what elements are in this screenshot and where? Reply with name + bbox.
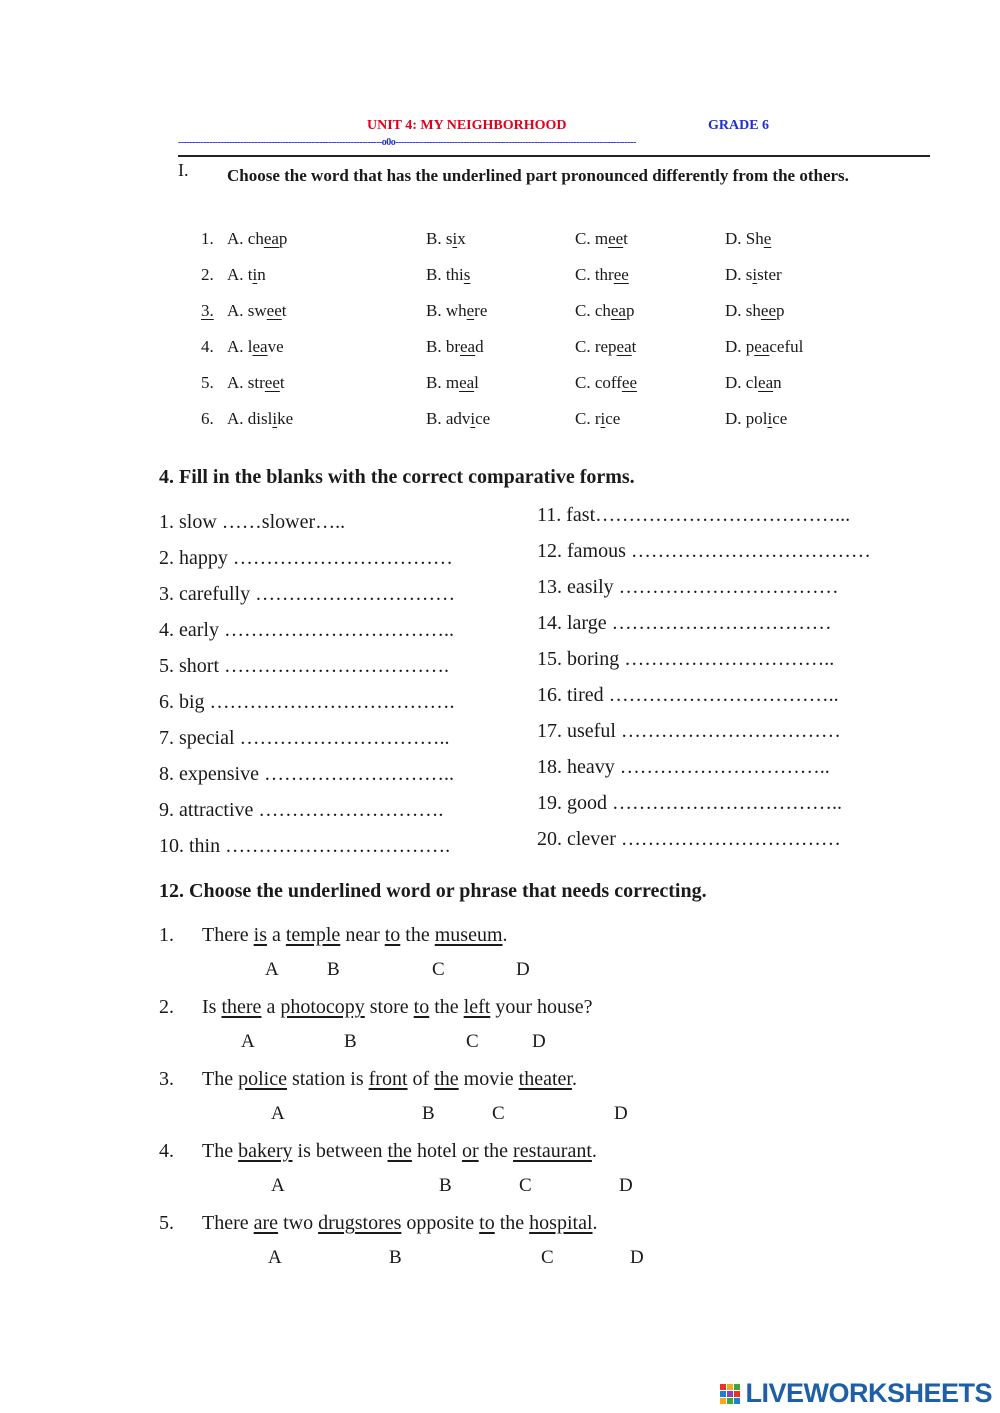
underlined-sound: ee [621, 373, 637, 392]
sentence-text: There [202, 1212, 254, 1234]
underlined-phrase: there [221, 996, 262, 1018]
answer-letter: A [271, 1175, 285, 1196]
underlined-sound: i [752, 265, 758, 284]
option-text: t [281, 301, 287, 320]
option-text: t [279, 373, 285, 392]
underlined-sound: ee [608, 229, 624, 248]
option-text: ce [772, 409, 788, 428]
option-text: ce [605, 409, 621, 428]
logo-square [734, 1391, 740, 1397]
logo-mark-icon [720, 1384, 740, 1404]
answer-letter: D [516, 959, 530, 980]
liveworksheets-logo [720, 1378, 992, 1409]
underlined-phrase: drugstores [318, 1212, 402, 1234]
answer-option [227, 265, 266, 285]
underlined-sound: ea [610, 301, 626, 320]
answer-letter: C [519, 1175, 532, 1196]
option-text: n [257, 265, 266, 284]
grade-label: GRADE 6 [708, 118, 770, 133]
underlined-sound: ee [264, 373, 280, 392]
question-number: 5. [201, 373, 214, 392]
answer-letter: C [466, 1031, 479, 1052]
sentence-text: The [202, 1068, 239, 1090]
header-divider: ------------------------------------------------------------------------o0o------------------------------------------------------------------------------------- [178, 137, 636, 148]
fill-item: 16. tired …………………………….. [537, 684, 839, 706]
answer-option [575, 373, 637, 393]
answer-option [227, 301, 287, 321]
answer-letter: A [265, 959, 279, 980]
logo-square [734, 1384, 740, 1390]
answer-letter: D [630, 1247, 644, 1268]
question-number: 3. [159, 1068, 174, 1090]
option-text: D. p [725, 337, 755, 356]
underlined-sound: s [463, 265, 471, 284]
answer-option [426, 301, 487, 321]
answer-option [725, 373, 782, 393]
underlined-sound: ea [252, 337, 268, 356]
fill-item: 11. fast………………………………... [537, 504, 851, 526]
underlined-sound: ee [266, 301, 282, 320]
answer-option [227, 337, 284, 357]
question-number: 5. [159, 1212, 174, 1234]
section1-instruction: Choose the word that has the underlined part pronounced differently from the others. [227, 166, 849, 185]
underlined-phrase: museum [434, 924, 503, 946]
option-text: A. ch [227, 229, 264, 248]
answer-option [725, 229, 771, 249]
underlined-sound: ee [613, 265, 629, 284]
question-number: 2. [159, 996, 174, 1018]
underlined-phrase: to [413, 996, 430, 1018]
underlined-phrase: left [463, 996, 491, 1018]
answer-letter: D [532, 1031, 546, 1052]
underlined-sound: ea [460, 337, 476, 356]
answer-letter: A [271, 1103, 285, 1124]
unit-title: UNIT 4: MY NEIGHBORHOOD [367, 118, 567, 133]
option-text: B. adv [426, 409, 471, 428]
option-text: p [278, 229, 288, 248]
underlined-sound: ea [459, 373, 475, 392]
answer-option [725, 337, 803, 357]
sentence-text: . [591, 1140, 597, 1162]
logo-square [727, 1384, 733, 1390]
header-rule [178, 155, 930, 157]
fill-item: 2. happy …………………………… [159, 547, 453, 569]
option-text: B. thi [426, 265, 464, 284]
question-sentence [202, 996, 593, 1019]
underlined-sound: i [452, 229, 458, 248]
underlined-phrase: bakery [238, 1140, 293, 1162]
answer-letter: B [327, 959, 340, 980]
answer-option [227, 229, 287, 249]
fill-item: 15. boring ………………………….. [537, 648, 835, 670]
underlined-sound: e [466, 301, 475, 320]
underlined-phrase: to [479, 1212, 495, 1234]
underlined-sound: i [252, 265, 258, 284]
question-number: 2. [201, 265, 214, 284]
answer-letter: B [422, 1103, 435, 1124]
question-number: 1. [201, 229, 214, 248]
option-text: D. s [725, 265, 753, 284]
question-sentence [202, 1212, 598, 1235]
logo-square [727, 1398, 733, 1404]
sentence-text: . [571, 1068, 577, 1090]
option-text: C. m [575, 229, 609, 248]
answer-letter: B [344, 1031, 357, 1052]
answer-letter: A [268, 1247, 282, 1268]
option-text: l [474, 373, 479, 392]
underlined-sound: e [763, 229, 772, 248]
answer-letter: A [241, 1031, 255, 1052]
sentence-text: near [340, 924, 385, 946]
answer-option [575, 337, 636, 357]
option-text: B. wh [426, 301, 467, 320]
sentence-text: station is [286, 1068, 369, 1090]
sentence-text: opposite [401, 1212, 480, 1234]
answer-letter: B [439, 1175, 452, 1196]
answer-option [227, 409, 293, 429]
sentence-text: . [502, 924, 508, 946]
underlined-phrase: the [434, 1068, 459, 1090]
question-number: 4. [201, 337, 214, 356]
underlined-phrase: temple [285, 924, 341, 946]
answer-option [575, 409, 620, 429]
option-text: C. coff [575, 373, 622, 392]
option-text: D. sh [725, 301, 761, 320]
option-text: ster [757, 265, 782, 284]
sentence-text: a [266, 924, 286, 946]
question-sentence [202, 924, 508, 947]
option-text: D. pol [725, 409, 768, 428]
logo-square [720, 1398, 726, 1404]
fill-item: 9. attractive ………………………. [159, 799, 444, 821]
logo-square [720, 1384, 726, 1390]
answer-option [725, 409, 787, 429]
option-text: t [631, 337, 637, 356]
logo-square [727, 1391, 733, 1397]
fill-item: 13. easily …………………………… [537, 576, 839, 598]
option-text: ceful [769, 337, 804, 356]
fill-item: 5. short ……………………………. [159, 655, 449, 677]
sentence-text: of [407, 1068, 435, 1090]
answer-option [575, 229, 628, 249]
option-text: A. sw [227, 301, 267, 320]
underlined-phrase: theater [518, 1068, 572, 1090]
sentence-text: There [202, 924, 254, 946]
sentence-text: your house? [490, 996, 593, 1018]
sentence-text: store [364, 996, 414, 1018]
answer-letter: B [389, 1247, 402, 1268]
sentence-text: hotel [411, 1140, 462, 1162]
question-sentence [202, 1068, 577, 1091]
option-text: C. rep [575, 337, 617, 356]
underlined-sound: i [272, 409, 278, 428]
sentence-text: Is [202, 996, 222, 1018]
option-text: A. disl [227, 409, 273, 428]
logo-text: LIVEWORKSHEETS [745, 1378, 992, 1408]
option-text: p [776, 301, 785, 320]
underlined-phrase: or [461, 1140, 479, 1162]
fill-item: 1. slow ……slower….. [159, 511, 346, 533]
underlined-phrase: is [253, 924, 267, 946]
fill-item: 18. heavy ………………………….. [537, 756, 830, 778]
option-text: D. cl [725, 373, 759, 392]
answer-option [725, 301, 785, 321]
fill-item: 19. good …………………………….. [537, 792, 842, 814]
option-text: B. br [426, 337, 460, 356]
option-text: B. s [426, 229, 453, 248]
answer-option [426, 409, 490, 429]
question-number: 3. [201, 301, 214, 320]
underlined-phrase: police [238, 1068, 287, 1090]
section1-number: I. [178, 160, 189, 180]
option-text: d [475, 337, 484, 356]
sentence-text: the [494, 1212, 530, 1234]
underlined-sound: ea [758, 373, 774, 392]
sentence-text: the [400, 924, 435, 946]
answer-letter: C [432, 959, 445, 980]
section2-title: 4. Fill in the blanks with the correct comparative forms. [159, 466, 635, 488]
fill-item: 3. carefully ………………………… [159, 583, 456, 605]
underlined-phrase: are [253, 1212, 279, 1234]
option-text: x [457, 229, 466, 248]
logo-square [734, 1398, 740, 1404]
underlined-sound: i [600, 409, 606, 428]
option-text: p [625, 301, 635, 320]
option-text: A. l [227, 337, 253, 356]
sentence-text: . [592, 1212, 598, 1234]
fill-item: 7. special ………………………….. [159, 727, 450, 749]
answer-letter: C [541, 1247, 554, 1268]
fill-item: 12. famous ……………………………… [537, 540, 871, 562]
question-number: 4. [159, 1140, 174, 1162]
answer-option [426, 265, 470, 285]
answer-letter: D [614, 1103, 628, 1124]
underlined-phrase: the [387, 1140, 412, 1162]
underlined-phrase: hospital [529, 1212, 593, 1234]
option-text: C. ch [575, 301, 611, 320]
question-number: 1. [159, 924, 174, 946]
sentence-text: The [202, 1140, 239, 1162]
sentence-text: the [478, 1140, 514, 1162]
section3-title: 12. Choose the underlined word or phrase that needs correcting. [159, 880, 707, 902]
underlined-sound: ea [616, 337, 632, 356]
option-text: ve [267, 337, 284, 356]
option-text: C. r [575, 409, 601, 428]
fill-item: 17. useful …………………………… [537, 720, 841, 742]
question-sentence [202, 1140, 597, 1163]
answer-letter: D [619, 1175, 633, 1196]
question-number: 6. [201, 409, 214, 428]
answer-option [227, 373, 285, 393]
option-text: A. str [227, 373, 265, 392]
option-text: B. m [426, 373, 460, 392]
sentence-text: movie [458, 1068, 519, 1090]
option-text: ke [277, 409, 294, 428]
underlined-sound: ee [760, 301, 776, 320]
answer-option [426, 337, 484, 357]
option-text: ce [475, 409, 491, 428]
option-text: A. t [227, 265, 253, 284]
option-text: C. thr [575, 265, 614, 284]
underlined-phrase: to [384, 924, 401, 946]
underlined-phrase: front [368, 1068, 408, 1090]
sentence-text: the [429, 996, 464, 1018]
answer-option [575, 265, 629, 285]
fill-item: 8. expensive ……………………….. [159, 763, 454, 785]
underlined-phrase: restaurant [513, 1140, 592, 1162]
option-text: re [474, 301, 488, 320]
underlined-sound: i [470, 409, 476, 428]
fill-item: 6. big ………………………………. [159, 691, 455, 713]
option-text: t [623, 229, 628, 248]
fill-item: 4. early …………………………….. [159, 619, 454, 641]
sentence-text: is between [292, 1140, 388, 1162]
answer-option [575, 301, 634, 321]
option-text: n [773, 373, 782, 392]
option-text: D. Sh [725, 229, 764, 248]
fill-item: 14. large …………………………… [537, 612, 832, 634]
fill-item: 20. clever …………………………… [537, 828, 841, 850]
underlined-phrase: photocopy [280, 996, 365, 1018]
underlined-sound: ea [754, 337, 770, 356]
underlined-sound: i [767, 409, 773, 428]
sentence-text: two [278, 1212, 319, 1234]
underlined-sound: ea [263, 229, 279, 248]
answer-option [426, 373, 479, 393]
fill-item: 10. thin ……………………………. [159, 835, 451, 857]
sentence-text: a [261, 996, 281, 1018]
logo-square [720, 1391, 726, 1397]
answer-letter: C [492, 1103, 505, 1124]
answer-option [426, 229, 466, 249]
answer-option [725, 265, 782, 285]
